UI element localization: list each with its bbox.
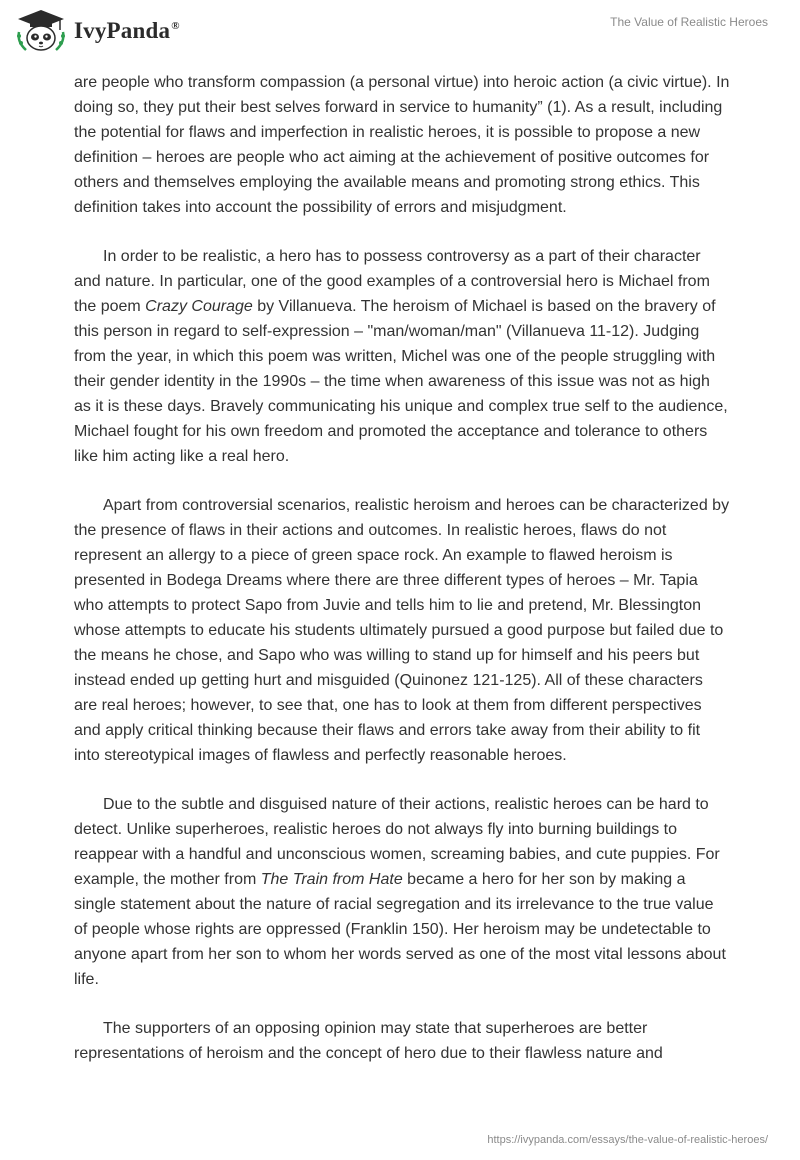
- paragraph-text: are people who transform compassion (a personal virtue) into heroic action (a civic virtue). In doing so, they put their best selves forward in service to humanity” (1). As a result, including the potential for flaws and imperfection in realistic heroes, it is possible to propose a new definition – heroes are people who act aiming at the achievement of positive outcomes for others and themselves employing the available means and promoting strong ethics. This definition takes into account the possibility of errors and misjudgment.: [74, 74, 730, 216]
- italic-title: The Train from Hate: [260, 871, 403, 888]
- essay-body: [74, 70, 730, 1090]
- registered-mark: ®: [171, 20, 180, 33]
- essay-paragraph: [74, 1016, 730, 1066]
- document-title: The Value of Realistic Heroes: [610, 15, 768, 29]
- italic-title: Crazy Courage: [145, 298, 253, 315]
- paragraph-text: The supporters of an opposing opinion may state that superheroes are better representations of heroism and the concept of hero due to their flawless nature and: [74, 1020, 663, 1062]
- essay-paragraph: [74, 70, 730, 220]
- paragraph-text: Apart from controversial scenarios, realistic heroism and heroes can be characterized by the presence of flaws in their actions and outcomes. In realistic heroes, flaws do not represent an allergy to a piece of green space rock. An example to flawed heroism is presented in Bodega Dreams where there are three different types of heroes – Mr. Tapia who attempts to protect Sapo from Juvie and tells him to lie and pretend, Mr. Blessington whose attempts to educate his students ultimately pursued a good purpose but failed due to the means he chose, and Sapo who was willing to stand up for himself and his peers but instead ended up getting hurt and misguided (Quinonez 121-125). All of these characters are real heroes; however, to see that, one has to look at them from different perspectives and apply critical thinking because their flaws and errors take away from their ability to fit into stereotypical images of flawless and perfectly reasonable heroes.: [74, 497, 730, 764]
- footer-url: https://ivypanda.com/essays/the-value-of-realistic-heroes/: [487, 1134, 768, 1146]
- essay-paragraph: [74, 493, 730, 768]
- brand-text: IvyPanda: [74, 18, 171, 43]
- paragraph-text: In order to be realistic, a hero has to possess controversy as a part of their character and nature. In particular, one of the good examples of a controversial hero is Michael from the poem: [74, 248, 710, 315]
- essay-paragraph: [74, 244, 730, 469]
- paragraph-text: became a hero for her son by making a single statement about the nature of racial segregation and its irrelevance to the true value of people whose rights are oppressed (Franklin 150). Her heroism may be undetectable to anyone apart from her son to whom her words served as one of the most vital lessons about life.: [74, 871, 726, 988]
- panda-graduate-logo-icon: [14, 8, 68, 54]
- paragraph-text: Due to the subtle and disguised nature of their actions, realistic heroes can be hard to detect. Unlike superheroes, realistic heroes do not always fly into burning buildings to reappear with a handful and unconscious women, screaming babies, and cute puppies. For example, the mother from: [74, 796, 720, 888]
- brand-name: [74, 18, 180, 44]
- page-header: [0, 0, 800, 60]
- essay-paragraph: [74, 792, 730, 992]
- ivypanda-logo-link[interactable]: [14, 8, 180, 54]
- paragraph-text: by Villanueva. The heroism of Michael is based on the bravery of this person in regard to self-expression – "man/woman/man" (Villanueva 11-12). Judging from the year, in which this poem was written, Michel was one of the people struggling with their gender identity in the 1990s – the time when awareness of this issue was not as high as it is these days. Bravely communicating his unique and complex true self to the audience, Michael fought for his own freedom and promoted the acceptance and tolerance to others like him acting like a real hero.: [74, 298, 728, 465]
